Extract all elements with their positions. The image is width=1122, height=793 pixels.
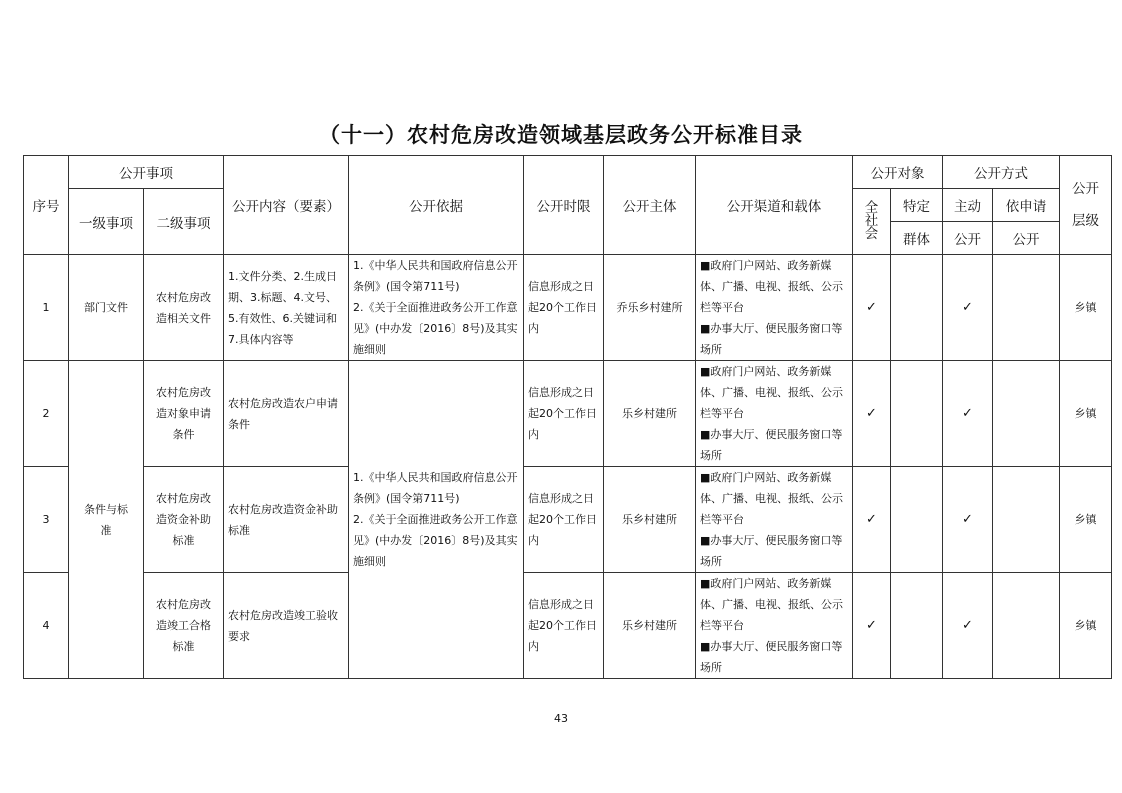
header-target-special-1: 特定 [891, 189, 943, 222]
row-level: 乡镇 [1060, 361, 1112, 467]
row-target-all-check: ✓ [853, 361, 891, 467]
row-method-active-check: ✓ [943, 255, 993, 361]
header-method-group: 公开方式 [943, 156, 1060, 189]
row-subject: 乐乡村建所 [604, 573, 696, 679]
row-channel: ■政府门户网站、政务新媒体、广播、电视、报纸、公示栏等平台 ■办事大厅、便民服务窗口等场所 [696, 255, 853, 361]
header-level2: 二级事项 [144, 189, 224, 255]
header-level1: 一级事项 [69, 189, 144, 255]
row-seq: 1 [24, 255, 69, 361]
row-time-limit: 信息形成之日起20个工作日内 [524, 255, 604, 361]
row-target-special-check [891, 467, 943, 573]
row-content: 农村危房改造农户申请条件 [224, 361, 349, 467]
header-subject: 公开主体 [604, 156, 696, 255]
row-target-special-check [891, 255, 943, 361]
row-method-apply-check [993, 467, 1060, 573]
standards-table [23, 155, 1112, 679]
header-matter-group: 公开事项 [69, 156, 224, 189]
row-level2: 农村危房改 造相关文件 [144, 255, 224, 361]
row-method-apply-check [993, 573, 1060, 679]
header-seq: 序号 [24, 156, 69, 255]
header-level-line1: 公开 [1072, 181, 1099, 197]
row-target-special-check [891, 573, 943, 679]
row-channel: ■政府门户网站、政务新媒体、广播、电视、报纸、公示栏等平台 ■办事大厅、便民服务窗口等场所 [696, 361, 853, 467]
row-level2: 农村危房改 造竣工合格 标准 [144, 573, 224, 679]
header-basis: 公开依据 [349, 156, 524, 255]
row-seq: 2 [24, 361, 69, 467]
row-content: 农村危房改造资金补助标准 [224, 467, 349, 573]
row-method-active-check: ✓ [943, 573, 993, 679]
row-content: 1.文件分类、2.生成日期、3.标题、4.文号、5.有效性、6.关键词和7.具体内容等 [224, 255, 349, 361]
header-method-active-1: 主动 [943, 189, 993, 222]
row-target-all-check: ✓ [853, 573, 891, 679]
row-level: 乡镇 [1060, 255, 1112, 361]
row-subject: 乔乐乡村建所 [604, 255, 696, 361]
table-row [24, 573, 1112, 679]
header-target-special-2: 群体 [891, 222, 943, 255]
row-content: 农村危房改造竣工验收要求 [224, 573, 349, 679]
row-seq: 4 [24, 573, 69, 679]
row-seq: 3 [24, 467, 69, 573]
row-level2: 农村危房改 造资金补助 标准 [144, 467, 224, 573]
header-time-limit: 公开时限 [524, 156, 604, 255]
page-number: 43 [554, 712, 568, 725]
row-channel: ■政府门户网站、政务新媒体、广播、电视、报纸、公示栏等平台 ■办事大厅、便民服务窗口等场所 [696, 467, 853, 573]
row-method-apply-check [993, 361, 1060, 467]
row-level: 乡镇 [1060, 573, 1112, 679]
row-target-special-check [891, 361, 943, 467]
header-target-group: 公开对象 [853, 156, 943, 189]
header-level [1060, 156, 1112, 255]
row-method-apply-check [993, 255, 1060, 361]
table-row [24, 361, 1112, 467]
header-method-apply-2: 公开 [993, 222, 1060, 255]
page-title: （十一）农村危房改造领域基层政务公开标准目录 [319, 122, 803, 147]
row-method-active-check: ✓ [943, 467, 993, 573]
header-method-active-2: 公开 [943, 222, 993, 255]
header-level-line2: 层级 [1072, 213, 1099, 229]
row-subject: 乐乡村建所 [604, 467, 696, 573]
row-level2: 农村危房改 造对象申请 条件 [144, 361, 224, 467]
row-basis: 1.《中华人民共和国政府信息公开条例》(国令第711号) 2.《关于全面推进政务公开工作意见》(中办发〔2016〕8号)及其实施细则 [349, 255, 524, 361]
row-time-limit: 信息形成之日起20个工作日内 [524, 361, 604, 467]
row-target-all-check: ✓ [853, 255, 891, 361]
row-level: 乡镇 [1060, 467, 1112, 573]
row-subject: 乐乡村建所 [604, 361, 696, 467]
header-channel: 公开渠道和载体 [696, 156, 853, 255]
header-content: 公开内容（要素） [224, 156, 349, 255]
header-method-apply-1: 依申请 [993, 189, 1060, 222]
header-target-all [853, 189, 891, 255]
row-method-active-check: ✓ [943, 361, 993, 467]
table-row [24, 255, 1112, 361]
row-channel: ■政府门户网站、政务新媒体、广播、电视、报纸、公示栏等平台 ■办事大厅、便民服务窗口等场所 [696, 573, 853, 679]
table-row [24, 467, 1112, 573]
row-time-limit: 信息形成之日起20个工作日内 [524, 573, 604, 679]
row-level1-merged: 条件与标 准 [69, 361, 144, 679]
row-basis-merged: 1.《中华人民共和国政府信息公开条例》(国令第711号) 2.《关于全面推进政务公开工作意见》(中办发〔2016〕8号)及其实施细则 [349, 361, 524, 679]
row-time-limit: 信息形成之日起20个工作日内 [524, 467, 604, 573]
header-target-all-text: 全 社 会 [864, 200, 879, 242]
row-level1: 部门文件 [69, 255, 144, 361]
row-target-all-check: ✓ [853, 467, 891, 573]
